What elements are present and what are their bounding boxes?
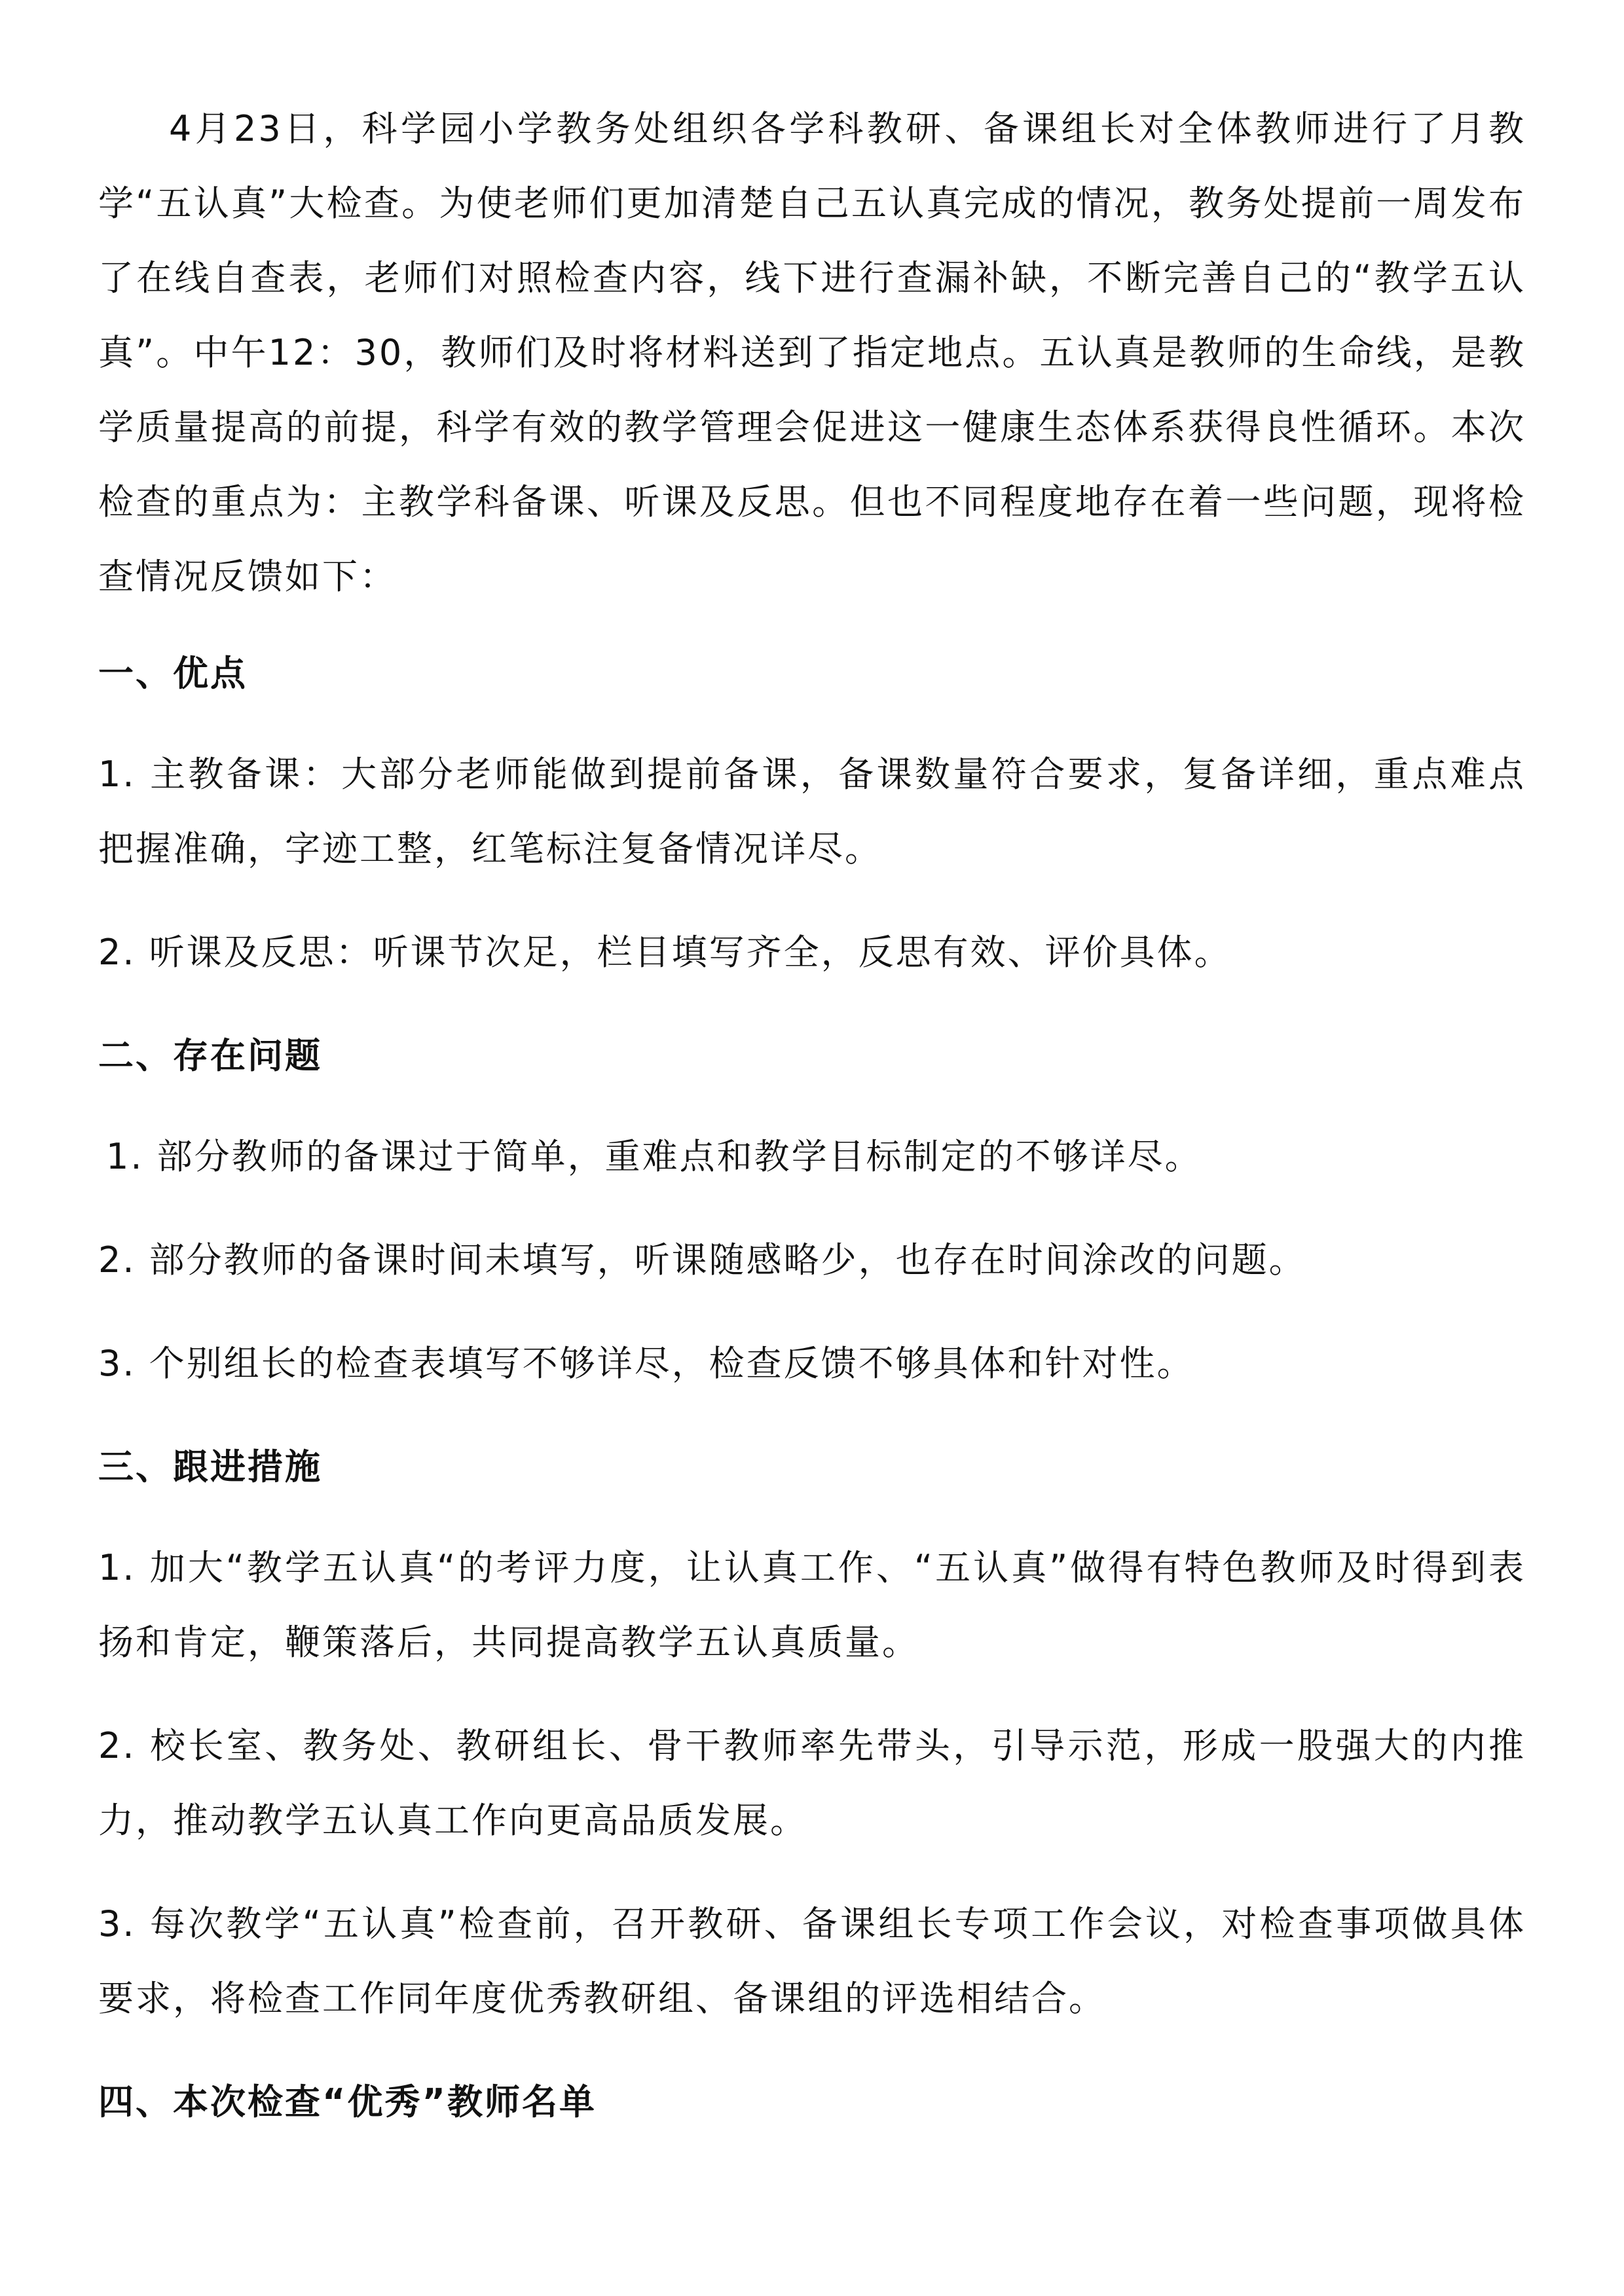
strengths-item-1: 1. 主教备课：大部分老师能做到提前备课，备课数量符合要求，复备详细，重点难点把握准确，字迹工整，红笔标注复备情况详尽。 [98,754,1526,869]
section-heading-strengths: 一、优点 [98,653,248,694]
section-heading-measures: 三、跟进措施 [98,1446,322,1487]
measures-item-2: 2. 校长室、教务处、教研组长、骨干教师率先带头，引导示范，形成一股强大的内推力，推动教学五认真工作向更高品质发展。 [98,1725,1526,1841]
problems-item-2: 2. 部分教师的备课时间未填写，听课随感略少，也存在时间涂改的问题。 [98,1239,1306,1281]
section-heading-excellent-teachers: 四、本次检查“优秀”教师名单 [98,2081,597,2123]
document-body [98,92,1526,2166]
measures-item-3: 3. 每次教学“五认真”检查前，召开教研、备课组长专项工作会议，对检查事项做具体要求，将检查工作同年度优秀教研组、备课组的评选相结合。 [98,1903,1526,2019]
intro-paragraph: 4月23日，科学园小学教务处组织各学科教研、备课组长对全体教师进行了月教学“五认真”大检查。为使老师们更加清楚自己五认真完成的情况，教务处提前一周发布了在线自查表，老师们对照检查内容，线下进行查漏补缺，不断完善自己的“教学五认真”。中午12：30，教师们及时将材料送到了指定地点。五认真是教师的生命线，是教学质量提高的前提，科学有效的教学管理会促进这一健康生态体系获得良性循环。本次检查的重点为：主教学科备课、听课及反思。但也不同程度地存在着一些问题，现将检查情况反馈如下： [98,108,1526,597]
section-heading-problems: 二、存在问题 [98,1035,322,1076]
problems-item-1: 1. 部分教师的备课过于简单，重难点和教学目标制定的不够详尽。 [106,1136,1202,1177]
measures-item-1: 1. 加大“教学五认真“的考评力度，让认真工作、“五认真”做得有特色教师及时得到表扬和肯定，鞭策落后，共同提高教学五认真质量。 [98,1547,1526,1663]
problems-item-3: 3. 个别组长的检查表填写不够详尽，检查反馈不够具体和针对性。 [98,1343,1194,1384]
strengths-item-2: 2. 听课及反思：听课节次足，栏目填写齐全，反思有效、评价具体。 [98,932,1232,973]
